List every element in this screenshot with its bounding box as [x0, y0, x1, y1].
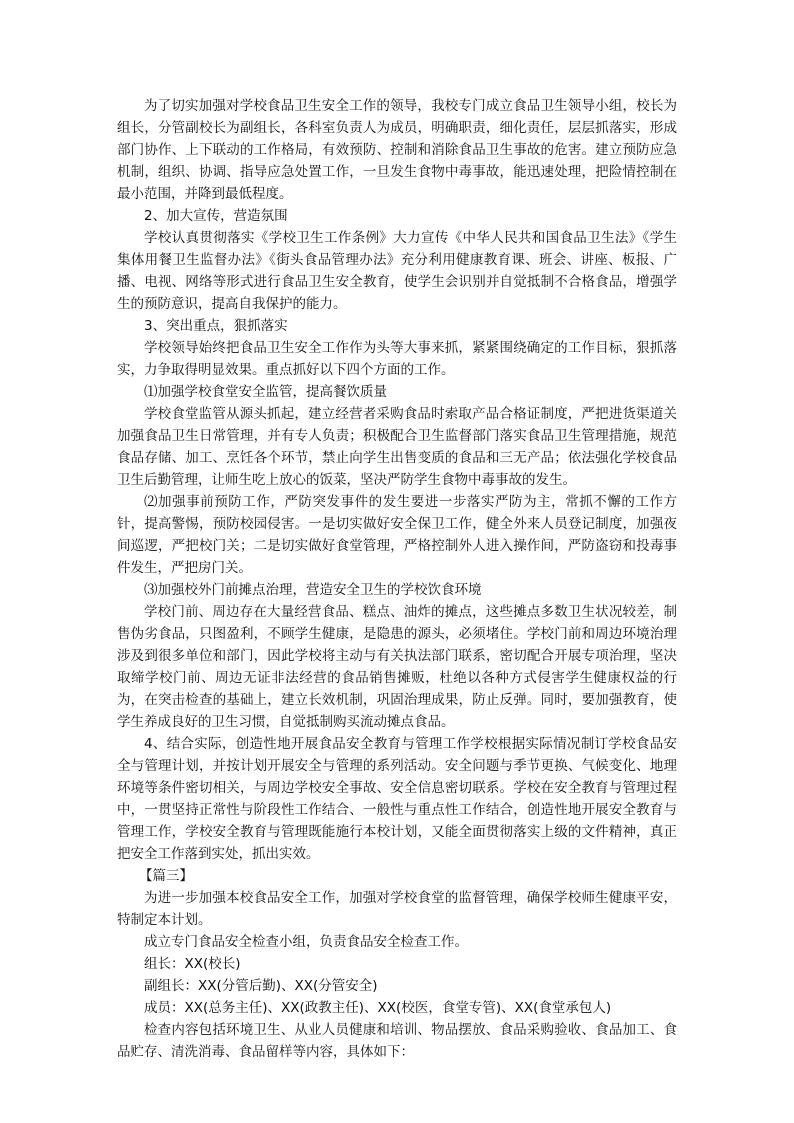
team-members: 成员：XX(总务主任)、XX(政教主任)、XX(校医，食堂专管)、XX(食堂承包人): [144, 1000, 612, 1016]
paragraph-team: 成立专门食品安全检查小组，负责食品安全检查工作。: [144, 934, 468, 950]
paragraph-practice: 4、结合实际，创造性地开展食品安全教育与管理工作学校根据实际情况制订学校食品安全与管理计划，并按计划开展安全与管理的系列活动。安全问题与季节更换、气候变化、地理环境等条件密切相关，与周边学校安全事故、安全信息密切联系。学校在安全教育与管理过程中，一贯坚持正常性与阶段性工作结合、一般性与重点性工作结合，创造性地开展安全教育与管理工作，学校安全教育与管理既能施行本校计划，又能全面贯彻落实上级的文件精神，真正把安全工作落到实处，抓出实效。: [117, 736, 677, 862]
section-heading-3: 【篇三】: [139, 868, 193, 884]
paragraph-publicity: 学校认真贯彻落实《学校卫生工作条例》大力宣传《中华人民共和国食品卫生法》《学生集体用餐卫生监督办法》《街头食品管理办法》充分利用健康教育课、班会、讲座、板报、广播、电视、网络等形式进行食品卫生安全教育，使学生会识别并自觉抵制不合格食品，增强学生的预防意识，提高自我保护的能力。: [117, 230, 677, 312]
heading-focus: 3、突出重点，狠抓落实: [144, 318, 288, 334]
paragraph-focus: 学校领导始终把食品卫生安全工作作为头等大事来抓，紧紧围绕确定的工作目标，狠抓落实，力争取得明显效果。重点抓好以下四个方面的工作。: [117, 340, 677, 378]
subheading-canteen: ⑴加强学校食堂安全监管，提高餐饮质量: [144, 384, 387, 400]
team-leader: 组长：XX(校长): [144, 956, 241, 972]
paragraph-prevention: ⑵加强事前预防工作，严防突发事件的发生要进一步落实严防为主，常抓不懈的工作方针，提高警惕，预防校园侵害。一是切实做好安全保卫工作，健全外来人员登记制度，加强夜间巡逻，严把校门关；二是切实做好食堂管理，严格控制外人进入操作间，严防盗窃和投毒事件发生，严把房门关。: [117, 494, 677, 576]
paragraph-plan-intro: 为进一步加强本校食品安全工作，加强对学校食堂的监督管理，确保学校师生健康平安，特制定本计划。: [117, 890, 677, 928]
paragraph-inspection: 检查内容包括环境卫生、从业人员健康和培训、物品摆放、食品采购验收、食品加工、食品贮存、清洗消毒、食品留样等内容，具体如下：: [117, 1022, 677, 1060]
subheading-stalls: ⑶加强校外门前摊点治理，营造安全卫生的学校饮食环境: [144, 582, 482, 598]
document-body: [117, 95, 677, 1063]
paragraph-stalls: 学校门前、周边存在大量经营食品、糕点、油炸的摊点，这些摊点多数卫生状况较差，制售伪劣食品，只图盈利，不顾学生健康，是隐患的源头，必须堵住。学校门前和周边环境治理涉及到很多单位和部门，因此学校将主动与有关执法部门联系，密切配合开展专项治理，坚决取缔学校门前、周边无证非法经营的食品销售摊贩，杜绝以各种方式侵害学生健康权益的行为，在突击检查的基础上，建立长效机制，巩固治理成果，防止反弹。同时，要加强教育，使学生养成良好的卫生习惯，自觉抵制购买流动摊点食品。: [117, 604, 677, 730]
paragraph-leadership: 为了切实加强对学校食品卫生安全工作的领导，我校专门成立食品卫生领导小组，校长为组长，分管副校长为副组长，各科室负责人为成员，明确职责，细化责任，层层抓落实，形成部门协作、上下联动的工作格局，有效预防、控制和消除食品卫生事故的危害。建立预防应急机制，组织、协调、指导应急处置工作，一旦发生食物中毒事故，能迅速处理，把险情控制在最小范围，并降到最低程度。: [117, 98, 677, 202]
paragraph-canteen: 学校食堂监管从源头抓起，建立经营者采购食品时索取产品合格证制度，严把进货渠道关加强食品卫生日常管理，并有专人负责；积极配合卫生监督部门落实食品卫生管理措施，规范食品存储、加工、烹饪各个环节，禁止向学生出售变质的食品和三无产品；依法强化学校食品卫生后勤管理，让师生吃上放心的饭菜，坚决严防学生食物中毒事故的发生。: [117, 406, 677, 488]
team-deputy: 副组长：XX(分管后勤)、XX(分管安全): [144, 978, 378, 994]
heading-publicity: 2、加大宣传，营造氛围: [144, 208, 288, 224]
